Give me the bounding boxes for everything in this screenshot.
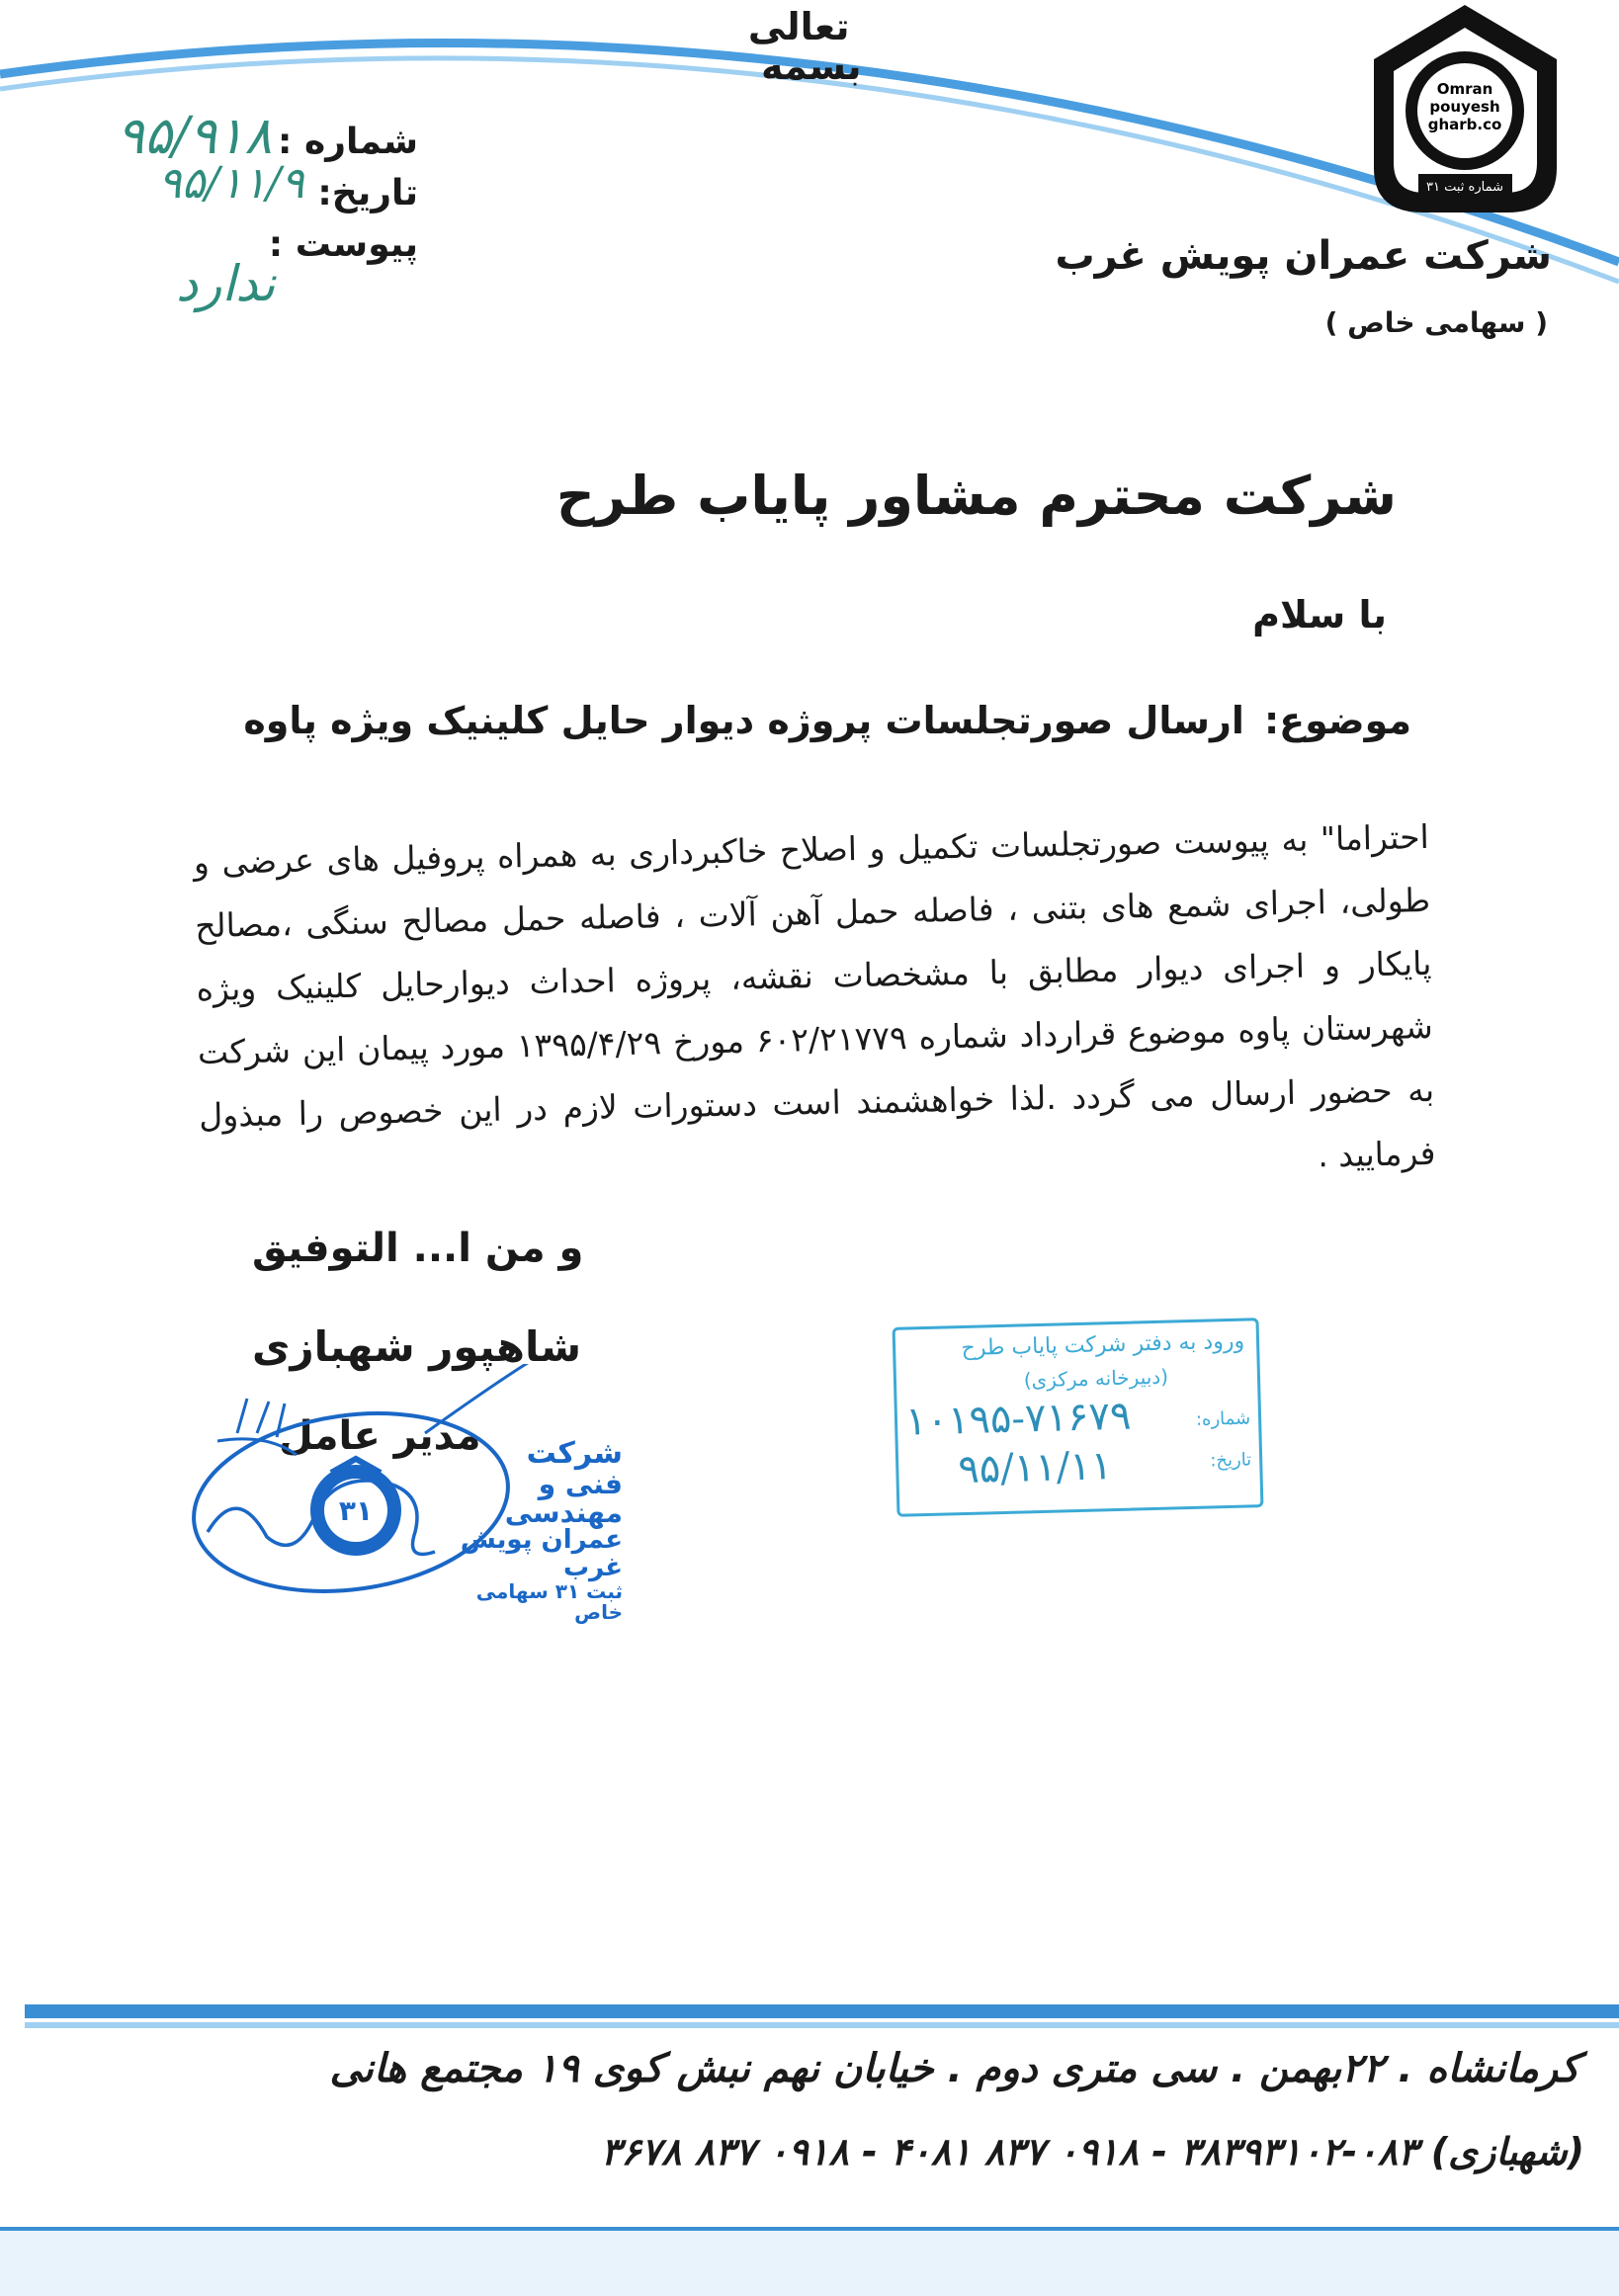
closing: و من ا... التوفیق	[252, 1226, 584, 1271]
subject-label: موضوع:	[1263, 699, 1411, 742]
greeting: با سلام	[1252, 593, 1387, 637]
signer-title: مدیر عامل	[279, 1413, 481, 1459]
number-label: شماره :	[278, 122, 418, 162]
received-stamp-subtitle: (دبیرخانه مرکزی)	[1023, 1364, 1169, 1393]
seal-center-number: ۳۱	[338, 1494, 374, 1527]
company-logo	[1359, 0, 1572, 227]
footer-divider	[25, 2004, 1619, 2044]
basmala-line1: تعالی	[747, 5, 850, 48]
logo-line1: Omran	[1436, 80, 1493, 98]
company-type: ( سهامی خاص )	[1324, 306, 1548, 339]
seal-line2: فنی و مهندسی	[504, 1467, 623, 1529]
handwritten-attachment: ندارد	[176, 255, 276, 312]
seal-line3: عمران پویش غرب	[460, 1525, 623, 1582]
attachment-label: پیوست :	[268, 224, 418, 265]
logo-line2: pouyesh	[1429, 98, 1500, 116]
seal-line4: ثبت ۳۱ سهامی خاص	[475, 1578, 623, 1624]
received-stamp-number-label: شماره:	[1195, 1407, 1251, 1430]
logo-line3: gharb.co	[1427, 116, 1502, 133]
received-stamp-date-label: تاریخ:	[1210, 1449, 1252, 1472]
footer-bottom-band	[0, 2219, 1619, 2296]
subject-text: ارسال صورتجلسات پروژه دیوار حایل کلینیک ویژه پاوه	[243, 699, 1244, 742]
recipient: شرکت محترم مشاور پایاب طرح	[555, 465, 1397, 527]
seal-text	[435, 1438, 623, 1623]
footer-phones-numbers: ۰۸۳-۳۸۳۹۳۱۰۲ - ۰۹۱۸ ۸۳۷ ۴۰۸۱ - ۰۹۱۸ ۸۳۷ ۳۶۷۸	[600, 2130, 1418, 2173]
footer-phones	[601, 2130, 1584, 2173]
received-stamp-title: ورود به دفتر شرکت پایاب طرح	[961, 1328, 1245, 1362]
body-paragraph: احتراما" به پیوست صورتجلسات تکمیل و اصلاح خاکبرداری به همراه پروفیل های عرضی و طولی، اجرای شمع های بتنی ، فاصله حمل آهن آلات ، فاصله حمل مصالح سنگی ،مصالح پایکار و اجرای دیوار مطابق با مشخصات نقشه، پروژه احداث دیوارحایل کلینیک ویژه شهرستان پاوه موضوع قرارداد شماره ۶۰۲/۲۱۷۷۹ مورخ ۱۳۹۵/۴/۲۹ مورد پیمان این شرکت به حضور ارسال می گردد .لذا خواهشمند است دستورات لازم در این خصوص را مبذول فرمایید .	[193, 816, 1436, 1175]
date-label: تاریخ:	[317, 173, 418, 213]
seal-line1: شرکت	[526, 1436, 623, 1471]
subject	[146, 692, 1411, 749]
logo-registration: شماره ثبت ۳۱	[1426, 180, 1503, 195]
handwritten-number: ۹۵/۹۱۸	[117, 107, 273, 166]
signer-name: شاهپور شهبازی	[252, 1322, 582, 1371]
handwritten-date: ۹۵/۱۱/۹	[158, 158, 304, 209]
basmala-line2: بسمه	[761, 43, 862, 88]
received-stamp	[893, 1318, 1264, 1517]
footer-address: کرمانشاه . ۲۲بهمن . سی متری دوم . خیابان نهم نبش کوی ۱۹ مجتمع هانی	[329, 2046, 1579, 2091]
received-stamp-date: ۹۵/۱۱/۱۱	[957, 1443, 1113, 1493]
company-name: شرکت عمران پویش غرب	[1055, 233, 1552, 279]
basmala	[736, 5, 862, 88]
footer-phones-label: (شهبازی)	[1430, 2130, 1584, 2173]
received-stamp-number: ۱۰۱۹۵-۷۱۶۷۹	[904, 1393, 1132, 1445]
